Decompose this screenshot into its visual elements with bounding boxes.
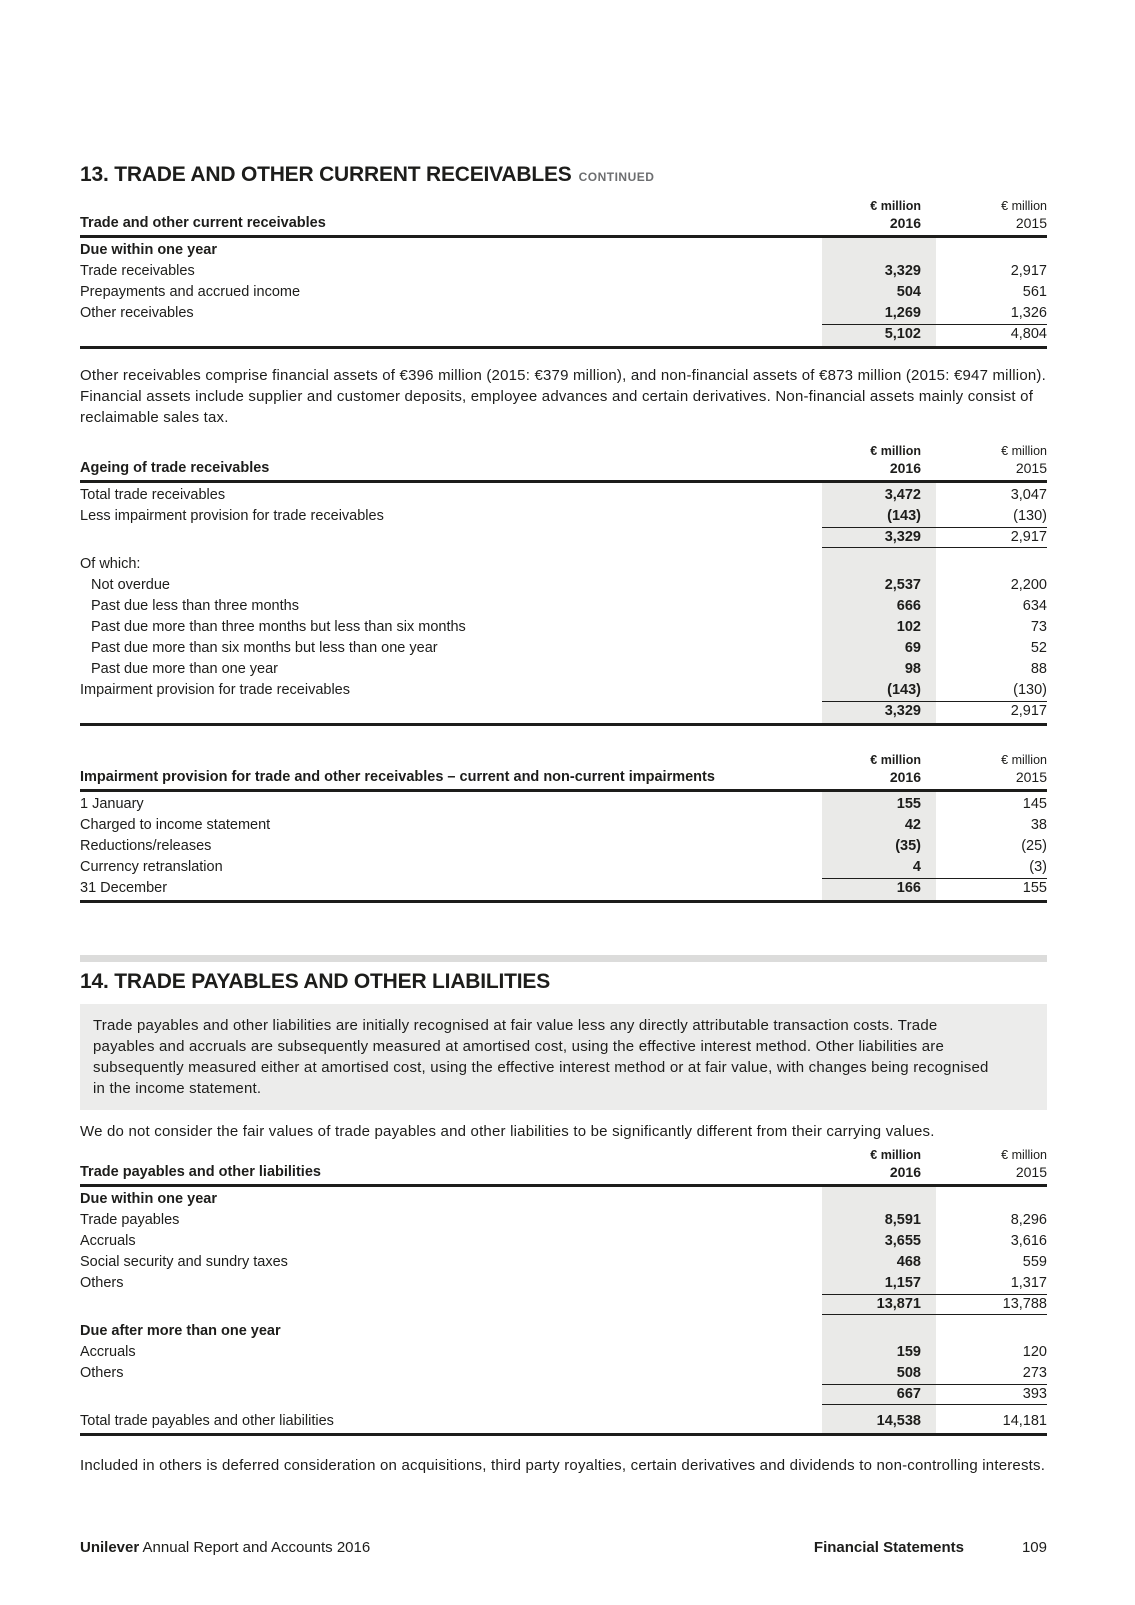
value-2015 <box>936 240 1047 261</box>
table-row <box>80 638 1047 659</box>
table-row <box>80 1210 1047 1231</box>
section-13-heading <box>80 163 1047 189</box>
row-label: 1 January <box>80 796 144 812</box>
page-number: 109 <box>1021 1539 1047 1556</box>
column-header-2015: € million 2015 <box>1001 199 1047 231</box>
value-2015: 561 <box>1022 284 1047 300</box>
row-label: Impairment provision for trade receivables <box>80 682 350 698</box>
value-2016: 8,591 <box>884 1212 921 1228</box>
table-title: Trade and other current receivables <box>80 215 326 231</box>
table-row <box>80 1342 1047 1363</box>
value-2016: 155 <box>896 796 921 812</box>
value-2016: (143) <box>887 682 921 698</box>
value-2015 <box>936 1189 1047 1210</box>
table-row <box>80 1363 1047 1384</box>
trade-and-other-current-receivables-table <box>80 198 1047 349</box>
value-2015: 559 <box>1022 1254 1047 1270</box>
table-row <box>80 1294 1047 1315</box>
value-2016: 13,871 <box>876 1296 921 1312</box>
value-2016: 504 <box>896 284 921 300</box>
table-row <box>80 554 1047 575</box>
value-2015: 2,200 <box>1010 577 1047 593</box>
trade-payables-and-other-liabilities-table <box>80 1147 1047 1436</box>
row-label: Social security and sundry taxes <box>80 1254 288 1270</box>
footer-left <box>80 1538 370 1557</box>
table-row <box>80 659 1047 680</box>
page-footer <box>80 1538 1047 1557</box>
value-2015: 13,788 <box>1002 1296 1047 1312</box>
value-2016 <box>822 554 936 575</box>
table-header-row <box>80 1147 1047 1187</box>
value-2015: 14,181 <box>1002 1413 1047 1429</box>
value-2015: 120 <box>1022 1344 1047 1360</box>
row-label: Accruals <box>80 1344 136 1360</box>
table-title: Impairment provision for trade and other receivables – current and non-current impairments <box>80 769 715 785</box>
ageing-of-trade-receivables-table <box>80 443 1047 726</box>
value-2015: 4,804 <box>1010 326 1047 342</box>
section-13-title: 13. TRADE AND OTHER CURRENT RECEIVABLES <box>80 163 572 186</box>
table-title: Ageing of trade receivables <box>80 460 270 476</box>
impairment-provision-table <box>80 752 1047 903</box>
value-2015: 2,917 <box>1010 263 1047 279</box>
table-row <box>80 1411 1047 1432</box>
value-2016: 1,269 <box>884 305 921 321</box>
value-2016: 468 <box>896 1254 921 1270</box>
value-2016 <box>822 1321 936 1342</box>
row-label: Trade receivables <box>80 263 195 279</box>
table-row <box>80 1273 1047 1294</box>
table-row <box>80 617 1047 638</box>
row-label: Charged to income statement <box>80 817 271 833</box>
row-label: Past due more than three months but less than six months <box>91 619 466 635</box>
value-2016: 3,472 <box>884 487 921 503</box>
value-2016: 159 <box>896 1344 921 1360</box>
row-label: Past due more than six months but less than one year <box>91 640 438 656</box>
table-row <box>80 878 1047 899</box>
value-2016: 666 <box>896 598 921 614</box>
row-label: 31 December <box>80 880 168 896</box>
value-2015: 155 <box>1022 880 1047 896</box>
value-2015: (130) <box>1013 682 1047 698</box>
value-2016: 508 <box>896 1365 921 1381</box>
brand-name: Unilever <box>80 1539 140 1556</box>
value-2016: 3,329 <box>884 529 921 545</box>
table-row <box>80 282 1047 303</box>
row-label: Others <box>80 1365 124 1381</box>
table-row <box>80 596 1047 617</box>
row-label: Total trade receivables <box>80 487 226 503</box>
continued-label: CONTINUED <box>578 170 655 184</box>
row-label: Due within one year <box>80 242 217 258</box>
value-2015: (3) <box>1029 859 1047 875</box>
value-2016: 3,655 <box>884 1233 921 1249</box>
section-14-heading <box>80 970 1047 994</box>
table-row <box>80 1384 1047 1405</box>
table-row <box>80 701 1047 722</box>
row-label: Other receivables <box>80 305 194 321</box>
value-2015: 88 <box>1030 661 1047 677</box>
table-header-row <box>80 198 1047 238</box>
value-2015: (25) <box>1021 838 1047 854</box>
table-row <box>80 1252 1047 1273</box>
value-2016: 69 <box>904 640 921 656</box>
row-label: Accruals <box>80 1233 136 1249</box>
value-2015: 3,616 <box>1010 1233 1047 1249</box>
accounting-policy-box <box>80 1004 1047 1110</box>
value-2015: (130) <box>1013 508 1047 524</box>
value-2016: 3,329 <box>884 263 921 279</box>
row-label <box>80 527 822 548</box>
report-title: Annual Report and Accounts 2016 <box>142 1539 371 1556</box>
value-2016: 2,537 <box>884 577 921 593</box>
value-2016: 3,329 <box>884 703 921 719</box>
row-label <box>80 1384 822 1405</box>
table-row <box>80 680 1047 701</box>
value-2015: 273 <box>1022 1365 1047 1381</box>
row-label: Reductions/releases <box>80 838 212 854</box>
value-2016 <box>822 1189 936 1210</box>
table-row <box>80 836 1047 857</box>
table-row <box>80 240 1047 261</box>
column-header-2016: € million 2016 <box>870 199 921 231</box>
row-label <box>80 324 822 345</box>
column-header-2015: € million 2015 <box>1001 444 1047 476</box>
fair-values-paragraph: We do not consider the fair values of trade payables and other liabilities to be significantly different from their carrying values. <box>80 1123 935 1140</box>
value-2016: 98 <box>904 661 921 677</box>
accounting-policy-text: Trade payables and other liabilities are initially recognised at fair value less any directly attributable transaction costs. Trade payables and accruals are subsequently measured at amortised cost, using the effective interest method. Other liabilities are subsequently measured either at amortised cost, using the effective interest method or at fair value, with changes being recognised in the income statement. <box>93 1017 989 1097</box>
column-header-2015: € million 2015 <box>1001 753 1047 785</box>
value-2015: 634 <box>1022 598 1047 614</box>
column-header-2016: € million 2016 <box>870 444 921 476</box>
table-row <box>80 1231 1047 1252</box>
table-row <box>80 324 1047 345</box>
footer-right <box>814 1538 1047 1557</box>
value-2015: 145 <box>1022 796 1047 812</box>
row-label: Trade payables <box>80 1212 180 1228</box>
table-row <box>80 527 1047 548</box>
table-row <box>80 575 1047 596</box>
column-header-2016: € million 2016 <box>870 1148 921 1180</box>
value-2015: 52 <box>1030 640 1047 656</box>
value-2015: 73 <box>1030 619 1047 635</box>
table-row <box>80 1189 1047 1210</box>
value-2016: 4 <box>912 859 921 875</box>
value-2016: 14,538 <box>876 1413 921 1429</box>
row-label: Not overdue <box>91 577 170 593</box>
row-label: Total trade payables and other liabilities <box>80 1413 334 1429</box>
row-label: Of which: <box>80 556 141 572</box>
row-label: Currency retranslation <box>80 859 223 875</box>
row-label <box>80 1294 822 1315</box>
value-2016 <box>822 240 936 261</box>
column-header-2016: € million 2016 <box>870 753 921 785</box>
table-row <box>80 794 1047 815</box>
row-label: Past due more than one year <box>91 661 279 677</box>
table-header-row <box>80 443 1047 483</box>
footer-section-label: Financial Statements <box>813 1539 964 1556</box>
row-label: Others <box>80 1275 124 1291</box>
table-row <box>80 815 1047 836</box>
page-content <box>80 0 1047 1476</box>
other-receivables-paragraph: Other receivables comprise financial assets of €396 million (2015: €379 million), and non-financial assets of €873 million (2015: €947 million). Financial assets include supplier and customer deposits, employee advances and certain derivatives. Non-financial assets mainly consist of reclaimable sales tax. <box>80 367 1046 426</box>
value-2015 <box>936 554 1047 575</box>
value-2015: 2,917 <box>1010 703 1047 719</box>
value-2015: 1,317 <box>1010 1275 1047 1291</box>
value-2015: 393 <box>1022 1386 1047 1402</box>
row-label <box>80 701 822 722</box>
row-label: Less impairment provision for trade receivables <box>80 508 384 524</box>
column-header-2015: € million 2015 <box>1001 1148 1047 1180</box>
value-2016: (35) <box>895 838 921 854</box>
value-2015: 3,047 <box>1010 487 1047 503</box>
table-row <box>80 506 1047 527</box>
row-label: Due after more than one year <box>80 1323 281 1339</box>
row-label: Prepayments and accrued income <box>80 284 301 300</box>
value-2016: 102 <box>896 619 921 635</box>
section-14-title: 14. TRADE PAYABLES AND OTHER LIABILITIES <box>80 970 551 993</box>
value-2016: 42 <box>904 817 921 833</box>
value-2015 <box>936 1321 1047 1342</box>
table-header-row <box>80 752 1047 792</box>
table-row <box>80 857 1047 878</box>
row-label: Past due less than three months <box>91 598 299 614</box>
value-2016: 166 <box>896 880 921 896</box>
value-2016: (143) <box>887 508 921 524</box>
value-2016: 667 <box>896 1386 921 1402</box>
value-2016: 1,157 <box>884 1275 921 1291</box>
table-row <box>80 303 1047 324</box>
table-row <box>80 1321 1047 1342</box>
value-2015: 38 <box>1030 817 1047 833</box>
table-title: Trade payables and other liabilities <box>80 1164 321 1180</box>
value-2016: 5,102 <box>884 326 921 342</box>
row-label: Due within one year <box>80 1191 217 1207</box>
table-row <box>80 261 1047 282</box>
value-2015: 8,296 <box>1010 1212 1047 1228</box>
included-in-others-note: Included in others is deferred consideration on acquisitions, third party royalties, certain derivatives and dividends to non-controlling interests. <box>80 1457 1046 1474</box>
table-row <box>80 485 1047 506</box>
value-2015: 2,917 <box>1010 529 1047 545</box>
value-2015: 1,326 <box>1010 305 1047 321</box>
section-divider-bar <box>80 955 1047 962</box>
